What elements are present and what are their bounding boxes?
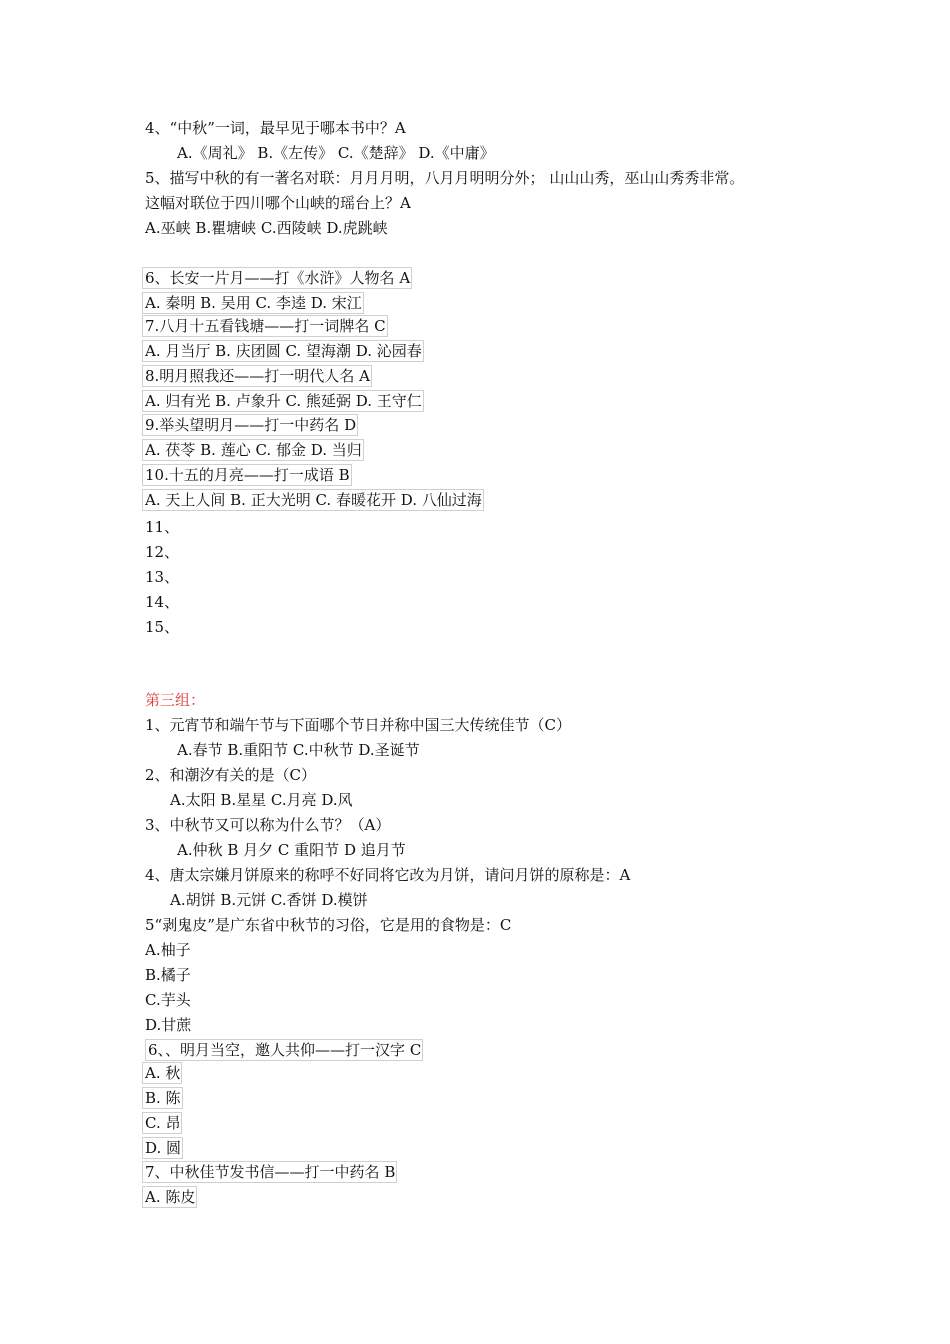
question-5: 5、描写中秋的有一著名对联：月月月明，八月月明明分外； 山山山秀，巫山山秀秀非常。 bbox=[145, 169, 745, 187]
g3-riddle-6-option-d: D. 圆 bbox=[142, 1137, 183, 1159]
g3-riddle-6-option-b: B. 陈 bbox=[142, 1087, 183, 1109]
g3-riddle-6-option-a: A. 秋 bbox=[142, 1062, 182, 1084]
g3-question-5: 5“剥鬼皮”是广东省中秋节的习俗，它是用的食物是：C bbox=[145, 916, 512, 934]
riddle-10-options: A. 天上人间 B. 正大光明 C. 春暖花开 D. 八仙过海 bbox=[142, 489, 484, 511]
g3-riddle-6-option-c: C. 昂 bbox=[142, 1112, 182, 1134]
blank-item-13: 13、 bbox=[145, 568, 180, 586]
riddle-7-options: A. 月当厅 B. 庆团圆 C. 望海潮 D. 沁园春 bbox=[142, 340, 424, 362]
g3-riddle-7-option-a: A. 陈皮 bbox=[142, 1186, 197, 1208]
riddle-9-options: A. 茯苓 B. 莲心 C. 郁金 D. 当归 bbox=[142, 439, 364, 461]
g3-question-1: 1、元宵节和端午节与下面哪个节日并称中国三大传统佳节（C） bbox=[145, 716, 572, 734]
question-5-options: A.巫峡 B.瞿塘峡 C.西陵峡 D.虎跳峡 bbox=[145, 219, 388, 237]
blank-item-11: 11、 bbox=[145, 518, 180, 536]
question-4: 4、“中秋”一词，最早见于哪本书中？A bbox=[145, 119, 406, 137]
g3-q5-option-d: D.甘蔗 bbox=[145, 1016, 192, 1034]
g3-riddle-6: 6、、明月当空，邀人共仰——打一汉字 C bbox=[145, 1039, 423, 1061]
g3-question-1-options: A.春节 B.重阳节 C.中秋节 D.圣诞节 bbox=[177, 741, 420, 759]
blank-item-15: 15、 bbox=[145, 618, 180, 636]
riddle-6: 6、长安一片月——打《水浒》人物名 A bbox=[142, 267, 412, 289]
riddle-9: 9.举头望明月——打一中药名 D bbox=[142, 414, 358, 436]
g3-question-4-options: A.胡饼 B.元饼 C.香饼 D.模饼 bbox=[170, 891, 368, 909]
g3-q5-option-b: B.橘子 bbox=[145, 966, 191, 984]
g3-question-3-options: A.仲秋 B 月夕 C 重阳节 D 追月节 bbox=[177, 841, 406, 859]
g3-question-3: 3、中秋节又可以称为什么节？（A） bbox=[145, 816, 391, 834]
riddle-8: 8.明月照我还——打一明代人名 A bbox=[142, 365, 372, 387]
g3-question-4: 4、唐太宗嫌月饼原来的称呼不好同将它改为月饼，请问月饼的原称是：A bbox=[145, 866, 631, 884]
riddle-10: 10.十五的月亮——打一成语 B bbox=[142, 464, 352, 486]
question-4-options: A.《周礼》 B.《左传》 C.《楚辞》 D.《中庸》 bbox=[177, 144, 495, 162]
riddle-6-options: A. 秦明 B. 吴用 C. 李逵 D. 宋江 bbox=[142, 292, 364, 314]
group-three-heading: 第三组： bbox=[145, 691, 206, 709]
blank-item-14: 14、 bbox=[145, 593, 180, 611]
g3-q5-option-c: C.芋头 bbox=[145, 991, 191, 1009]
blank-item-12: 12、 bbox=[145, 543, 180, 561]
question-5-cont: 这幅对联位于四川哪个山峡的瑶台上？A bbox=[145, 194, 411, 212]
g3-question-2-options: A.太阳 B.星星 C.月亮 D.风 bbox=[170, 791, 353, 809]
g3-question-2: 2、和潮汐有关的是（C） bbox=[145, 766, 317, 784]
riddle-7: 7.八月十五看钱塘——打一词牌名 C bbox=[142, 315, 388, 337]
g3-riddle-7: 7、中秋佳节发书信——打一中药名 B bbox=[142, 1161, 397, 1183]
riddle-8-options: A. 归有光 B. 卢象升 C. 熊延弼 D. 王守仁 bbox=[142, 390, 424, 412]
g3-q5-option-a: A.柚子 bbox=[145, 941, 191, 959]
